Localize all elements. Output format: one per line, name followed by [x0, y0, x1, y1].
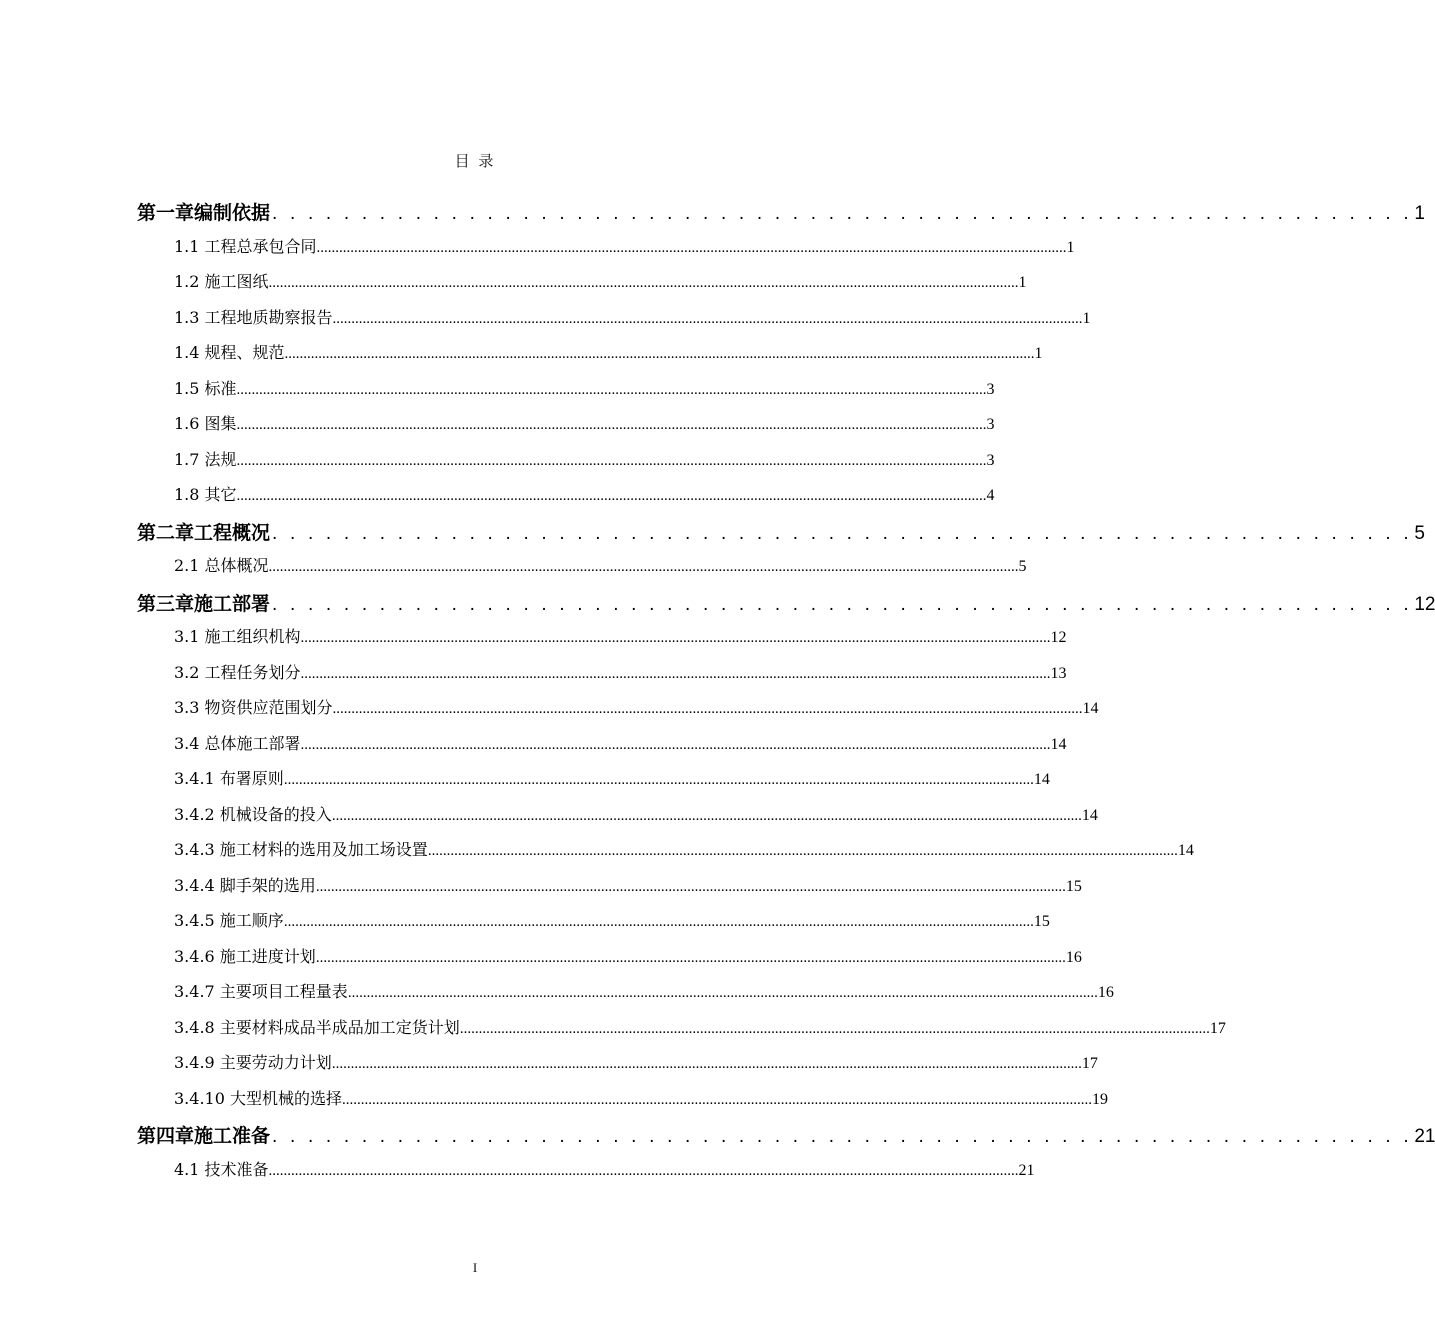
toc-entry-title: 1.3 工程地质勘察报告 [174, 308, 333, 327]
toc-page-number: 17 [1081, 1055, 1098, 1072]
toc-dot-leader: ........................................................................................................................................................................................................ [427, 843, 1178, 859]
toc-page-number: 21 [1018, 1162, 1035, 1179]
toc-dot-leader: ........................................................................................................................................................................................................ [236, 417, 987, 433]
toc-entry-title: 1.7 法规 [174, 450, 237, 469]
toc-dot-leader: ........................................................................................................................................................................................................ [236, 453, 987, 469]
toc-section-entry[interactable] [174, 695, 1099, 718]
toc-entry-title: 1.8 其它 [174, 485, 237, 504]
toc-dot-leader: . . . . . . . . . . . . . . . . . . . . . . . . . . . . . . . . . . . . . . . . . . . . . . . . . . . . . . . . . . . . . . . . [272, 523, 1413, 544]
toc-page-number: 16 [1097, 984, 1114, 1001]
toc-dot-leader: ........................................................................................................................................................................................................ [236, 488, 987, 504]
toc-section-entry[interactable] [174, 731, 1067, 754]
toc-page-number: 3 [986, 381, 995, 398]
toc-section-entry[interactable] [174, 1086, 1108, 1109]
toc-page-number: 4 [986, 487, 995, 504]
toc-dot-leader: . . . . . . . . . . . . . . . . . . . . . . . . . . . . . . . . . . . . . . . . . . . . . . . . . . . . . . . . . . . . . . . . [272, 1126, 1413, 1147]
toc-entry-title: 3.1 施工组织机构 [174, 627, 301, 646]
toc-section-entry[interactable] [174, 340, 1043, 363]
toc-page-number: 1 [1034, 345, 1043, 362]
toc-chapter-number: 第三章 [137, 593, 195, 615]
toc-dot-leader: ........................................................................................................................................................................................................ [284, 346, 1035, 362]
toc-dot-leader: ........................................................................................................................................................................................................ [268, 1163, 1019, 1179]
toc-dot-leader: ........................................................................................................................................................................................................ [332, 701, 1083, 717]
toc-dot-leader: ........................................................................................................................................................................................................ [316, 240, 1067, 256]
toc-chapter-number: 第二章 [137, 522, 195, 544]
toc-entry-title: 1.6 图集 [174, 414, 237, 433]
toc-entry-title: 3.4.5 施工顺序 [174, 911, 284, 930]
toc-section-entry[interactable] [174, 802, 1098, 825]
toc-heading: 目 录 [454, 152, 496, 170]
toc-entry-title: 3.4.2 机械设备的投入 [174, 805, 332, 824]
toc-dot-leader: ........................................................................................................................................................................................................ [459, 1021, 1210, 1037]
toc-chapter-number: 第四章 [137, 1125, 195, 1147]
toc-dot-leader: ........................................................................................................................................................................................................ [268, 275, 1019, 291]
toc-page-number: 14 [1082, 700, 1099, 717]
toc-page-number: 3 [986, 416, 995, 433]
toc-section-entry[interactable] [174, 411, 995, 434]
toc-page-number: 15 [1033, 913, 1050, 930]
toc-dot-leader: ........................................................................................................................................................................................................ [300, 666, 1051, 682]
toc-section-entry[interactable] [174, 553, 1027, 576]
toc-entry-title: 施工准备 [194, 1125, 271, 1147]
toc-section-entry[interactable] [174, 944, 1082, 967]
toc-section-entry[interactable] [174, 1015, 1226, 1038]
toc-section-entry[interactable] [174, 908, 1050, 931]
toc-dot-leader: ........................................................................................................................................................................................................ [315, 950, 1066, 966]
toc-page-number: 1 [1018, 274, 1027, 291]
toc-dot-leader: ........................................................................................................................................................................................................ [332, 311, 1083, 327]
toc-entry-title: 4.1 技术准备 [174, 1160, 269, 1179]
toc-dot-leader: ........................................................................................................................................................................................................ [300, 630, 1051, 646]
toc-page-number: 14 [1050, 736, 1067, 753]
toc-entry-title: 3.4.7 主要项目工程量表 [174, 982, 348, 1001]
toc-page-number: 12 [1050, 629, 1067, 646]
toc-dot-leader: ........................................................................................................................................................................................................ [315, 879, 1066, 895]
toc-chapter-entry[interactable] [137, 1121, 1435, 1148]
toc-chapter-entry[interactable] [137, 589, 1435, 616]
toc-entry-title: 1.4 规程、规范 [174, 343, 285, 362]
toc-page-number: 15 [1065, 878, 1082, 895]
toc-entry-title: 3.4.6 施工进度计划 [174, 947, 316, 966]
toc-entry-title: 施工部署 [194, 593, 271, 615]
toc-section-entry[interactable] [174, 482, 995, 505]
toc-entry-title: 1.5 标准 [174, 379, 237, 398]
toc-section-entry[interactable] [174, 873, 1082, 896]
toc-section-entry[interactable] [174, 376, 995, 399]
toc-section-entry[interactable] [174, 837, 1194, 860]
toc-section-entry[interactable] [174, 766, 1050, 789]
page-number-footer: I [472, 1260, 478, 1275]
toc-section-entry[interactable] [174, 1157, 1035, 1180]
toc-entry-title: 3.4.8 主要材料成品半成品加工定货计划 [174, 1018, 460, 1037]
toc-section-entry[interactable] [174, 1050, 1098, 1073]
toc-page-number: 5 [1414, 523, 1425, 544]
toc-page-number: 16 [1065, 949, 1082, 966]
toc-page-number: 3 [986, 452, 995, 469]
toc-page-number: 12 [1414, 594, 1435, 615]
toc-dot-leader: ........................................................................................................................................................................................................ [347, 985, 1098, 1001]
toc-page-number: 17 [1209, 1020, 1226, 1037]
toc-section-entry[interactable] [174, 269, 1027, 292]
toc-dot-leader: ........................................................................................................................................................................................................ [300, 737, 1051, 753]
toc-entry-title: 2.1 总体概况 [174, 556, 269, 575]
toc-dot-leader: ........................................................................................................................................................................................................ [268, 559, 1019, 575]
toc-dot-leader: . . . . . . . . . . . . . . . . . . . . . . . . . . . . . . . . . . . . . . . . . . . . . . . . . . . . . . . . . . . . . . . . [272, 203, 1413, 224]
toc-section-entry[interactable] [174, 447, 995, 470]
toc-page-number: 14 [1081, 807, 1098, 824]
toc-page-number: 19 [1091, 1091, 1108, 1108]
toc-entry-title: 工程概况 [194, 522, 271, 544]
toc-page-number: 5 [1018, 558, 1027, 575]
toc-page-number: 14 [1177, 842, 1194, 859]
toc-section-entry[interactable] [174, 979, 1114, 1002]
toc-entry-title: 3.4.4 脚手架的选用 [174, 876, 316, 895]
toc-page-number: 1 [1082, 310, 1091, 327]
toc-entry-title: 3.3 物资供应范围划分 [174, 698, 333, 717]
toc-dot-leader: ........................................................................................................................................................................................................ [283, 914, 1034, 930]
toc-entry-title: 3.4.10 大型机械的选择 [174, 1089, 342, 1108]
toc-page-number: 1 [1414, 203, 1425, 224]
toc-chapter-entry[interactable] [137, 518, 1425, 545]
toc-dot-leader: ........................................................................................................................................................................................................ [331, 1056, 1082, 1072]
toc-page-number: 13 [1050, 665, 1067, 682]
toc-page-number: 1 [1066, 239, 1075, 256]
toc-dot-leader: ........................................................................................................................................................................................................ [236, 382, 987, 398]
toc-section-entry[interactable] [174, 234, 1075, 257]
toc-section-entry[interactable] [174, 660, 1067, 683]
toc-dot-leader: ........................................................................................................................................................................................................ [283, 772, 1034, 788]
toc-dot-leader: ........................................................................................................................................................................................................ [341, 1092, 1092, 1108]
toc-entry-title: 1.1 工程总承包合同 [174, 237, 317, 256]
toc-entry-title: 1.2 施工图纸 [174, 272, 269, 291]
toc-entry-title: 3.2 工程任务划分 [174, 663, 301, 682]
toc-entry-title: 3.4 总体施工部署 [174, 734, 301, 753]
toc-page-number: 21 [1414, 1126, 1435, 1147]
toc-chapter-number: 第一章 [137, 202, 195, 224]
toc-chapter-entry[interactable] [137, 198, 1425, 225]
toc-entry-title: 3.4.9 主要劳动力计划 [174, 1053, 332, 1072]
toc-section-entry[interactable] [174, 305, 1091, 328]
toc-entry-title: 3.4.1 布署原则 [174, 769, 284, 788]
toc-section-entry[interactable] [174, 624, 1067, 647]
toc-page-number: 14 [1033, 771, 1050, 788]
toc-dot-leader: ........................................................................................................................................................................................................ [331, 808, 1082, 824]
toc-entry-title: 编制依据 [194, 202, 271, 224]
toc-dot-leader: . . . . . . . . . . . . . . . . . . . . . . . . . . . . . . . . . . . . . . . . . . . . . . . . . . . . . . . . . . . . . . . . [272, 594, 1413, 615]
toc-entry-title: 3.4.3 施工材料的选用及加工场设置 [174, 840, 428, 859]
